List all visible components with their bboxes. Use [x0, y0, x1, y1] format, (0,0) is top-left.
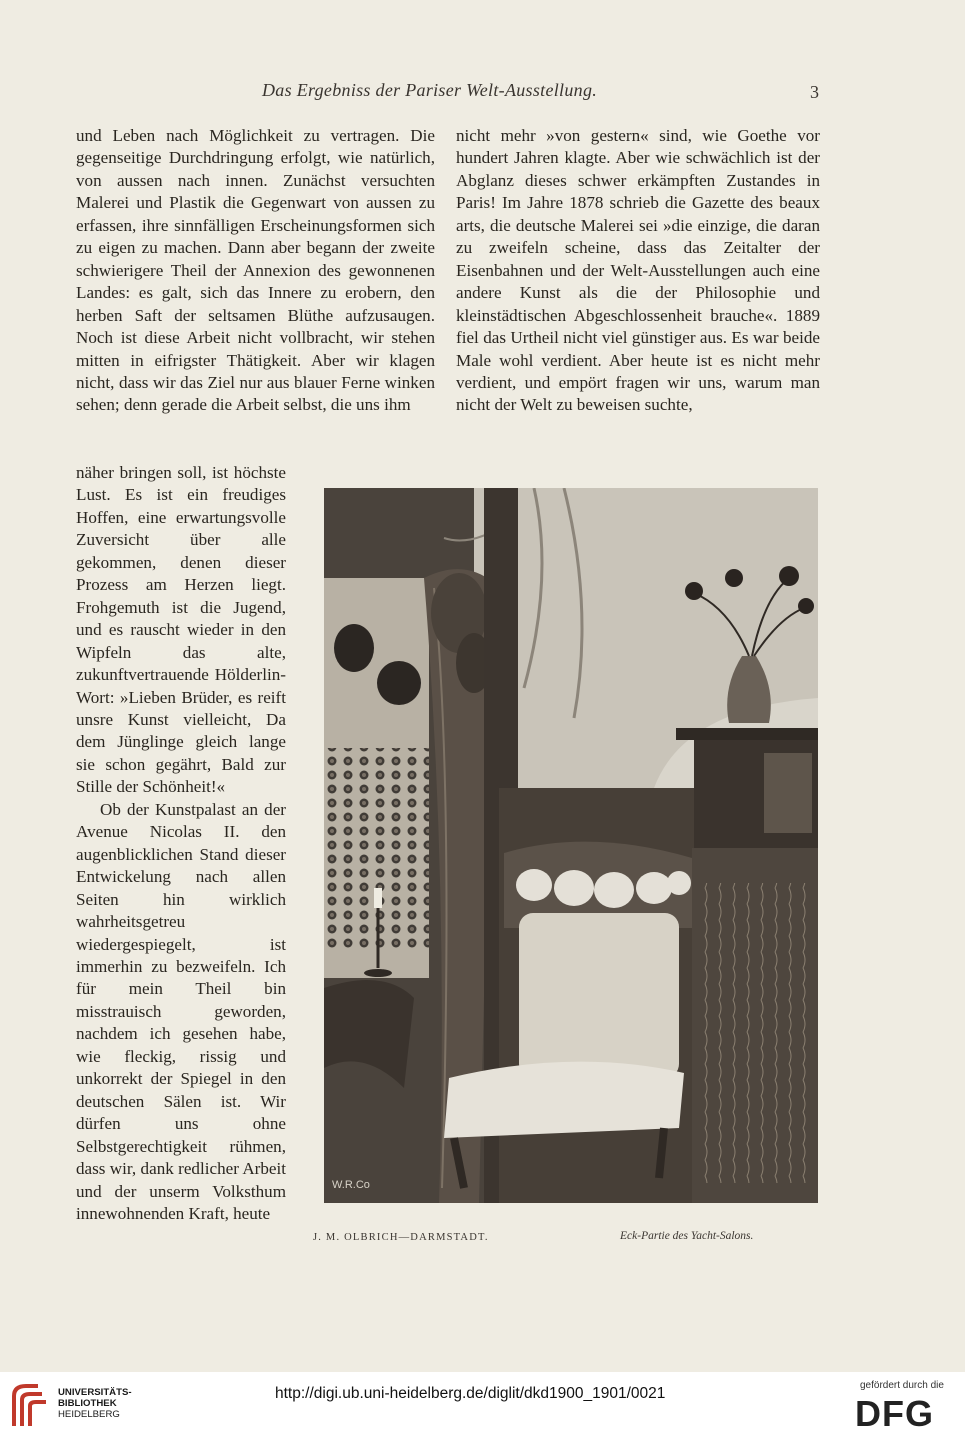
permalink-url[interactable]: http://digi.ub.uni-heidelberg.de/diglit/dkd1900_1901/0021 — [275, 1385, 666, 1402]
library-logo — [10, 1382, 50, 1435]
paragraph: näher bringen soll, ist höchste Lust. Es ist ein freudiges Hoffen, eine erwartungsvolle Zuversicht über alle gekommen, denen dieser Prozess am Herzen liegt. Frohgemuth ist die Jugend, und es rauscht wieder in den Wipfeln das alte, zukunftvertrauende Hölderlin-Wort: »Lieben Brüder, es reift unsre Kunst vielleicht, Da dem Jünglinge gleich lange sie schon gegährt, Bald zur Stille der Schönheit!« — [76, 463, 286, 797]
photo-monogram: W.R.Co — [332, 1179, 370, 1191]
library-icon — [10, 1382, 50, 1430]
page-number: 3 — [810, 82, 819, 102]
paragraph: nicht mehr »von gestern« sind, wie Goethe vor hundert Jahren klagte. Aber wie schwächlich ist der Abglanz dieses schwer erkämpften Zustandes in Paris! Im Jahre 1878 schrieb die Gazette des beaux arts, die deutsche Malerei sei »die einzige, die daran zu zweifeln scheine, dass das Zeitalter der Eisenbahnen und der Welt-Ausstellungen auch eine andere Kunst als die der Philosophie und kleinstädtischen Abgeschlossenheit brauche«. 1889 fiel das Urtheil nicht viel günstiger aus. Es war beide Male wohl verdient. Aber heute ist es nicht mehr verdient, und empört fragen wir uns, warum man nicht der Welt zu beweisen suchte, — [456, 126, 820, 415]
right-column-top — [456, 125, 820, 417]
library-name: UNIVERSITÄTS- BIBLIOTHEK HEIDELBERG — [58, 1387, 132, 1420]
left-column-top — [76, 125, 435, 417]
caption-title: Eck-Partie des Yacht-Salons. — [620, 1230, 754, 1242]
running-head: Das Ergebniss der Pariser Welt-Ausstellung. — [262, 80, 598, 100]
left-column-bottom — [76, 462, 286, 1225]
digitization-footer — [0, 1372, 965, 1440]
photo-plate-yacht-salon — [324, 488, 818, 1203]
paragraph: und Leben nach Möglichkeit zu vertragen. Die gegenseitige Durchdringung erfolgt, wie natürlich, von aussen nach innen. Zunächst versuchten Malerei und Plastik die Gegenwart von aussen zu erfassen, ihre sinnfälligen Erscheinungsformen sich zu eigen zu machen. Dann aber begann der zweite schwierigere Theil der Annexion des gewonnenen Landes: es galt, sich das Innere zu erobern, den herben Saft der seltsamen Blüthe aufzusaugen. Noch ist diese Arbeit nicht vollbracht, wir stehen mitten in eifrigster Thätigkeit. Aber wir klagen nicht, dass wir das Ziel nur aus blauer Ferne winken sehen; denn gerade die Arbeit selbst, die uns ihm — [76, 126, 435, 415]
corner-interior-illustration — [324, 488, 818, 1203]
paragraph: Ob der Kunstpalast an der Avenue Nicolas II. den augenblicklichen Stand dieser Entwickelung nach allen Seiten hin wirklich wahrheitsgetreu wiedergespiegelt, ist immerhin zu bezweifeln. Ich für mein Theil bin misstrauisch geworden, nachdem ich gesehen habe, wie fleckig, rissig und unkorrekt der Spiegel in den deutschen Sälen ist. Wir dürfen uns ohne Selbstgerechtigkeit rühmen, dass wir, dank redlicher Arbeit und der unserm Volksthum innewohnenden Kraft, heute — [76, 799, 286, 1223]
caption-artist: J. M. OLBRICH—DARMSTADT. — [313, 1232, 489, 1243]
dfg-logo: DFG — [855, 1393, 934, 1434]
funder-label: gefördert durch die — [860, 1380, 944, 1391]
